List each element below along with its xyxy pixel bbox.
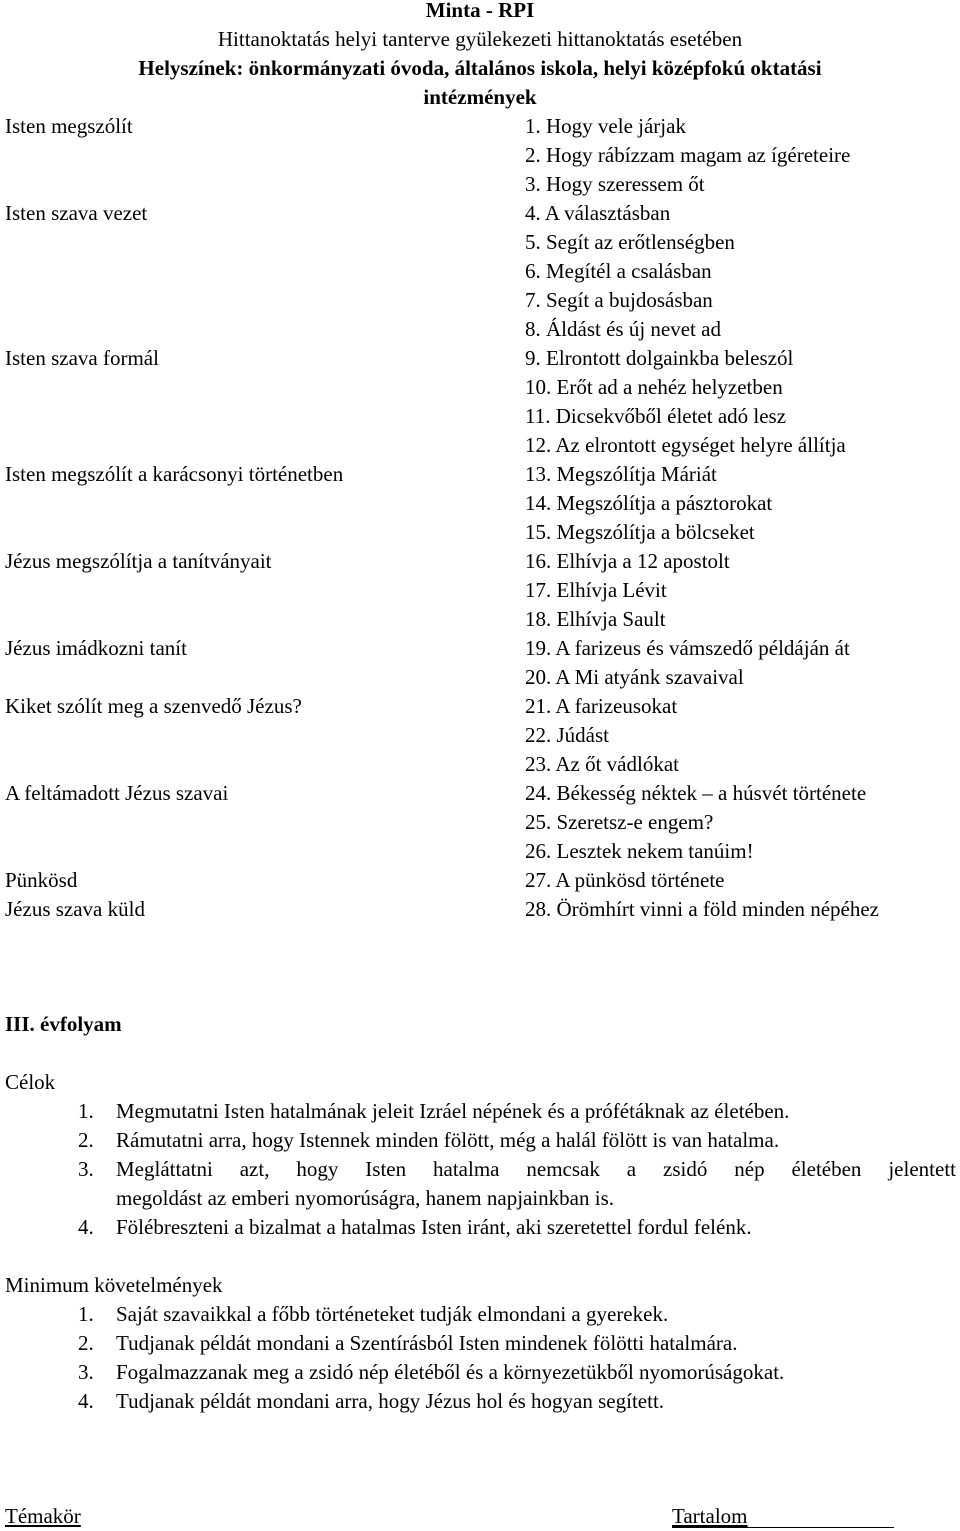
topic-label: Isten megszólít a karácsonyi történetben — [5, 462, 344, 486]
curriculum-row — [0, 402, 960, 431]
column-header-topic: Témakör — [5, 1504, 81, 1528]
lesson-label: 20. A Mi atyánk szavaival — [525, 665, 744, 689]
topic-label: Isten szava formál — [5, 346, 159, 370]
list-text: Tudjanak példát mondani a Szentírásból Isten mindenek fölötti hatalmára. — [116, 1331, 738, 1355]
lesson-label: 15. Megszólítja a bölcseket — [525, 520, 755, 544]
lesson-label: 13. Megszólítja Máriát — [525, 462, 717, 486]
curriculum-row — [0, 692, 960, 721]
lesson-label: 10. Erőt ad a nehéz helyzetben — [525, 375, 783, 399]
lesson-label: 1. Hogy vele járjak — [525, 114, 686, 138]
page-title: Minta - RPI — [425, 0, 535, 22]
curriculum-row — [0, 634, 960, 663]
list-text: Fölébreszteni a bizalmat a hatalmas Isten iránt, aki szeretettel fordul felénk. — [116, 1215, 752, 1239]
topic-label: Pünkösd — [5, 868, 78, 892]
list-text: megoldást az emberi nyomorúságra, hanem napjainkban is. — [116, 1186, 615, 1210]
curriculum-row — [0, 431, 960, 460]
lesson-label: 23. Az őt vádlókat — [525, 752, 679, 776]
lesson-label: 17. Elhívja Lévit — [525, 578, 667, 602]
curriculum-row — [0, 199, 960, 228]
lesson-label: 26. Lesztek nekem tanúim! — [525, 839, 754, 863]
locations-line-1: Helyszínek: önkormányzati óvoda, általános iskola, helyi középfokú oktatási — [138, 56, 822, 80]
curriculum-row — [0, 605, 960, 634]
list-number: 3. — [78, 1360, 94, 1384]
lesson-label: 19. A farizeus és vámszedő példáján át — [525, 636, 850, 660]
lesson-label: 14. Megszólítja a pásztorokat — [525, 491, 773, 515]
curriculum-row — [0, 373, 960, 402]
curriculum-row — [0, 286, 960, 315]
lesson-label: 22. Júdást — [525, 723, 609, 747]
curriculum-row — [0, 750, 960, 779]
curriculum-row — [0, 170, 960, 199]
lesson-label: 27. A pünkösd története — [525, 868, 725, 892]
list-text: Saját szavaikkal a főbb történeteket tudják elmondani a gyerekek. — [116, 1302, 669, 1326]
lesson-label: 7. Segít a bujdosásban — [525, 288, 713, 312]
lesson-label: 6. Megítél a csalásban — [525, 259, 712, 283]
curriculum-row — [0, 489, 960, 518]
list-number: 2. — [78, 1128, 94, 1152]
curriculum-row — [0, 895, 960, 924]
lesson-label: 24. Békesség néktek – a húsvét története — [525, 781, 867, 805]
list-number: 3. — [78, 1157, 94, 1181]
lesson-label: 25. Szeretsz-e engem? — [525, 810, 714, 834]
lesson-label: 5. Segít az erőtlenségben — [525, 230, 735, 254]
lesson-label: 2. Hogy rábízzam magam az ígéreteire — [525, 143, 851, 167]
lesson-label: 3. Hogy szeressem őt — [525, 172, 705, 196]
curriculum-row — [0, 228, 960, 257]
list-number: 1. — [78, 1302, 94, 1326]
list-number: 1. — [78, 1099, 94, 1123]
topic-label: Isten megszólít — [5, 114, 133, 138]
minimum-title: Minimum követelmények — [5, 1273, 223, 1297]
curriculum-row — [0, 837, 960, 866]
grade-heading: III. évfolyam — [5, 1012, 122, 1036]
list-number: 2. — [78, 1331, 94, 1355]
curriculum-row — [0, 547, 960, 576]
curriculum-row — [0, 460, 960, 489]
topic-label: Jézus megszólítja a tanítványait — [5, 549, 272, 573]
curriculum-row — [0, 315, 960, 344]
topic-label: Jézus imádkozni tanít — [5, 636, 187, 660]
curriculum-row — [0, 344, 960, 373]
curriculum-row — [0, 518, 960, 547]
list-number: 4. — [78, 1389, 94, 1413]
curriculum-row — [0, 141, 960, 170]
locations-line-2: intézmények — [423, 85, 537, 109]
curriculum-row — [0, 779, 960, 808]
topic-label: A feltámadott Jézus szavai — [5, 781, 229, 805]
goals-title: Célok — [5, 1070, 56, 1094]
topic-label: Jézus szava küld — [5, 897, 145, 921]
curriculum-row — [0, 866, 960, 895]
list-text: Rámutatni arra, hogy Istennek minden fölött, még a halál fölött is van hatalma. — [116, 1128, 780, 1152]
topic-label: Kiket szólít meg a szenvedő Jézus? — [5, 694, 302, 718]
curriculum-row — [0, 721, 960, 750]
lesson-label: 16. Elhívja a 12 apostolt — [525, 549, 730, 573]
lesson-label: 8. Áldást és új nevet ad — [525, 317, 721, 341]
lesson-label: 18. Elhívja Sault — [525, 607, 666, 631]
list-text: Fogalmazzanak meg a zsidó nép életéből és a környezetükből nyomorúságokat. — [116, 1360, 785, 1384]
curriculum-row — [0, 663, 960, 692]
curriculum-row — [0, 808, 960, 837]
curriculum-row — [0, 257, 960, 286]
lesson-label: 11. Dicsekvőből életet adó lesz — [525, 404, 787, 428]
list-text: Megláttatni azt, hogy Isten hatalma nemcsak a zsidó nép életében jelentett — [116, 1157, 956, 1181]
lesson-label: 12. Az elrontott egységet helyre állítja — [525, 433, 846, 457]
topic-label: Isten szava vezet — [5, 201, 148, 225]
lesson-label: 4. A választásban — [525, 201, 671, 225]
lesson-label: 21. A farizeusokat — [525, 694, 678, 718]
page-subtitle: Hittanoktatás helyi tanterve gyülekezeti hittanoktatás esetében — [217, 27, 743, 51]
list-number: 4. — [78, 1215, 94, 1239]
curriculum-row — [0, 112, 960, 141]
list-text: Megmutatni Isten hatalmának jeleit Izráel népének és a prófétáknak az életében. — [116, 1099, 790, 1123]
lesson-label: 9. Elrontott dolgainkba beleszól — [525, 346, 794, 370]
list-text: Tudjanak példát mondani arra, hogy Jézus hol és hogyan segített. — [116, 1389, 665, 1413]
underline-rule — [672, 1527, 894, 1528]
column-header-content: Tartalom — [672, 1504, 748, 1528]
lesson-label: 28. Örömhírt vinni a föld minden népéhez — [525, 897, 879, 921]
curriculum-row — [0, 576, 960, 605]
